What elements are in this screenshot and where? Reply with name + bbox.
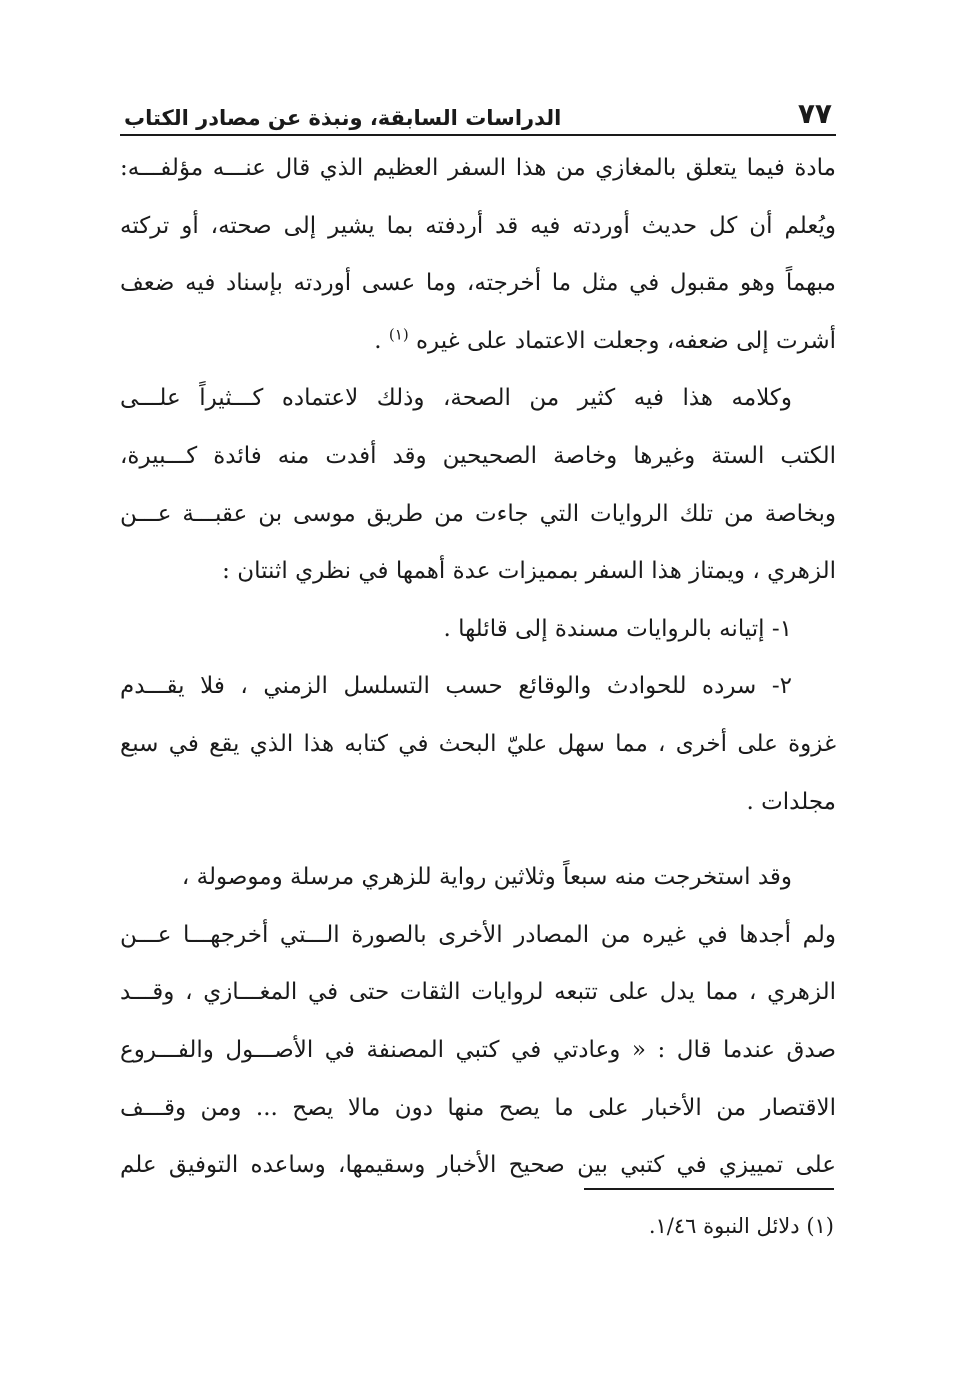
- text-line-content: أشرت إلى ضعفه، وجعلت الاعتماد على غيره: [415, 327, 836, 354]
- text-line: على تمييزي في كتبي بين صحيح الأخبار وسقيمها، وساعده التوفيق علم: [120, 1152, 836, 1179]
- text-line: مادة فيما يتعلق بالمغازي من هذا السفر العظيم الذي قال عنـــه مؤلفـــه:: [120, 155, 836, 181]
- text-line: وكلامه هذا فيه كثير من الصحة، وذلك لاعتماده كـــثيراً علـــى: [120, 385, 792, 412]
- text-line: الاقتصار من الأخبار على ما يصح منها دون مالا يصح ... ومن وقـــف: [120, 1094, 836, 1121]
- text-line: وقد استخرجت منه سبعاً وثلاثين رواية للزهري مرسلة وموصولة ،: [181, 864, 792, 891]
- page-number: ٧٧: [797, 97, 832, 130]
- footnote-reference: (١): [388, 325, 409, 344]
- running-title: الدراسات السابقة، ونبذة عن مصادر الكتاب: [124, 106, 562, 130]
- text-line-end: .: [374, 327, 389, 354]
- page-header: [120, 92, 836, 136]
- text-line: ويُعلم أن كل حديث أوردته فيه قد أردفته بما يشير إلى صحته، أو تركته: [120, 212, 836, 239]
- footnote: (١) دلائل النبوة ١/٤٦.: [648, 1214, 834, 1238]
- list-item: ٢- سرده للحوادث والوقائع حسب التسلسل الزمني ، فلا يقـــدم: [120, 673, 792, 700]
- text-line: [120, 313, 836, 371]
- page: [120, 92, 836, 1195]
- text-line: وبخاصة من تلك الروايات التي جاءت من طريق موسى بن عقبـــة عـــن: [120, 500, 836, 527]
- body-text: [120, 140, 836, 1195]
- footnote-divider: [584, 1188, 834, 1190]
- text-line: الزهري ، مما يدل على تتبعه لروايات الثقات حتى في المغـــازي ، وقـــد: [120, 979, 836, 1006]
- text-line: مجلدات .: [746, 788, 836, 815]
- text-line: الكتب الستة وغيرها وخاصة الصحيحين وقد أفدت منه فائدة كـــبيرة،: [120, 442, 836, 469]
- list-item: ١- إتيانه بالروايات مسندة إلى قائلها .: [443, 615, 792, 642]
- text-line: صدق عندما قال : « وعادتي في كتبي المصنفة في الأصـــول والفـــروع: [120, 1036, 836, 1063]
- text-line: غزوة على أخرى ، مما سهل عليّ البحث في كتابه هذا الذي يقع في سبع: [120, 730, 836, 757]
- text-line: ولم أجدها في غيره من المصادر الأخرى بالصورة الـــتي أخرجهـــا عـــن: [120, 921, 836, 948]
- text-line: الزهري ، ويمتاز هذا السفر بمميزات عدة أهمها في نظري اثنتان :: [222, 558, 836, 585]
- text-line: مبهماً وهو مقبول في مثل ما أخرجته، وما عسى أوردته بإسناد فيه ضعف: [120, 270, 836, 297]
